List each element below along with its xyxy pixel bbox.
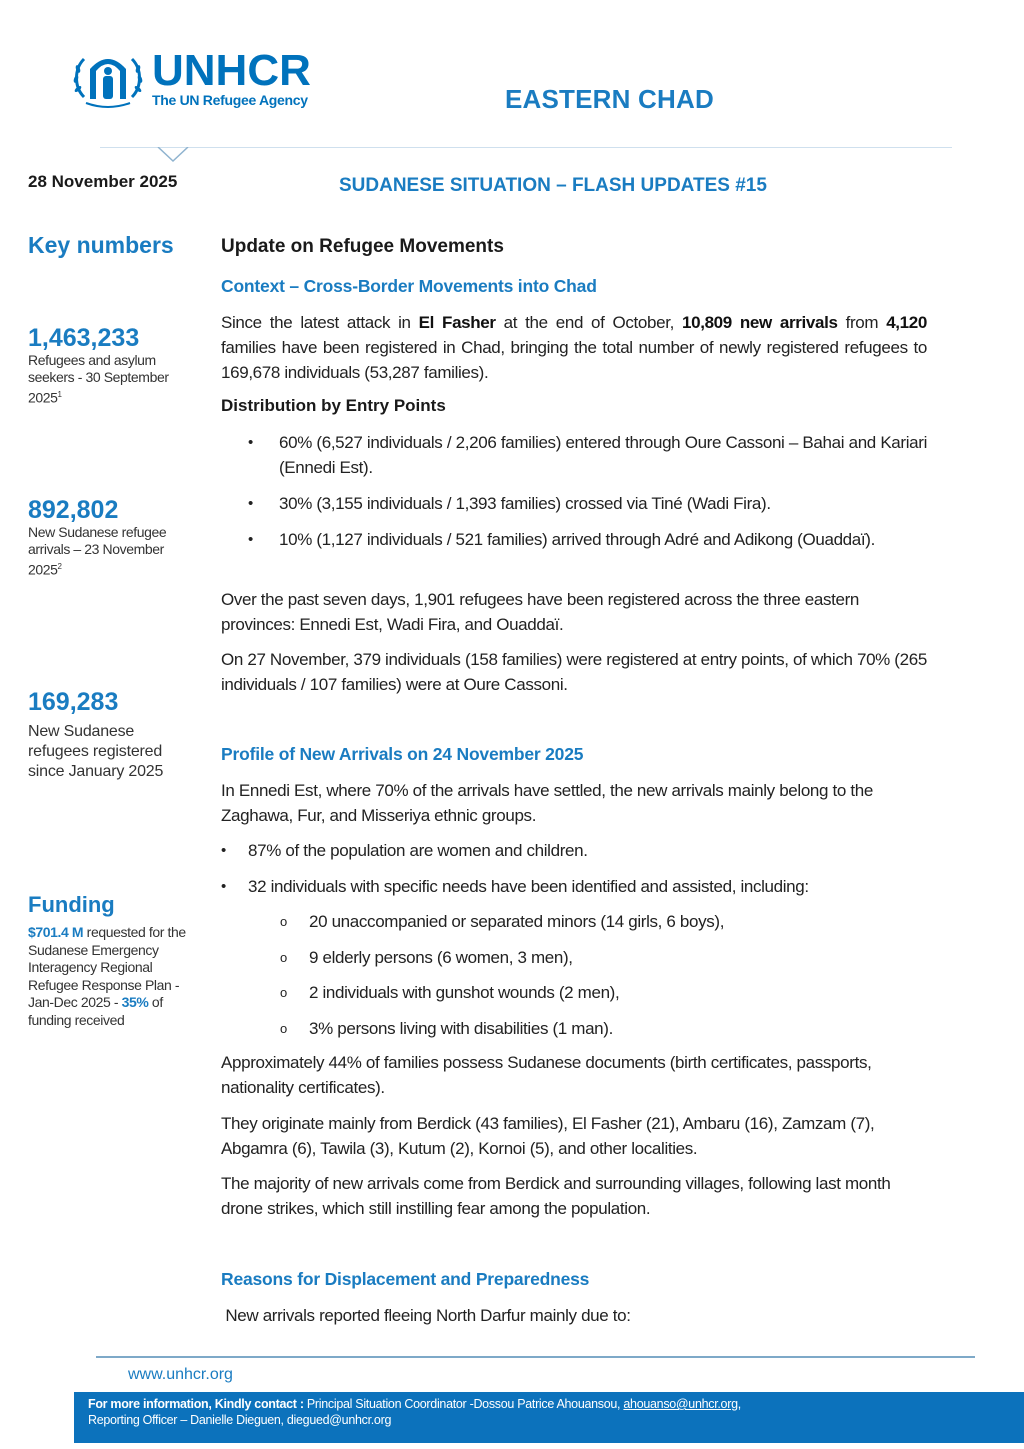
context-heading: Context – Cross-Border Movements into Chad [221,276,597,296]
funding-description: $701.4 M requested for the Sudanese Emergency Interagency Regional Refugee Response Plan - Jan-Dec 2025 - 35% of funding received [28,924,186,1028]
chevron-down-icon [157,147,189,163]
past-week-paragraph: Over the past seven days, 1,901 refugees have been registered across the three eastern provinces: Ennedi Est, Wadi Fira, and Ouaddaï. [221,590,860,634]
header-divider [100,147,952,148]
key-number-description: Refugees and asylum seekers - 30 September 2025$^1$ [28,352,169,406]
profile-intro: In Ennedi Est, where 70% of the arrivals have settled, the new arrivals mainly belong to the Zaghawa, Fur, and Misseriya ethnic groups. [221,781,873,825]
key-number-value: 892,802 [28,496,119,524]
profile-list [221,838,927,899]
distribution-heading: Distribution by Entry Points [221,396,446,415]
context-intro: Since the latest attack in El Fasher at the end of October, 10,809 new arrivals from 4,120 families have been registered in Chad, bringing the total number of newly registered refugees to 169,678 individuals (53,287 families). [221,313,927,382]
footer-divider [96,1356,975,1358]
documents-paragraph: Approximately 44% of families possess Sudanese documents (birth certificates, passports, nationality certificates). [221,1053,872,1097]
majority-paragraph: The majority of new arrivals come from Berdick and surrounding villages, following last month drone strikes, which still instilling fear among the population. [221,1174,891,1218]
key-numbers-sidebar [28,232,198,1028]
specific-needs-list [221,909,927,1041]
list-item: o 9 elderly persons (6 women, 3 men), [221,945,927,970]
key-number-description: New Sudanese refugees registered since January 2025 [28,723,164,780]
logo-tagline: The UN Refugee Agency [152,92,308,108]
profile-heading: Profile of New Arrivals on 24 November 2025 [221,744,584,764]
funding-heading: Funding [28,892,115,917]
logo-name: UNHCR [152,46,311,95]
key-number-new-arrivals [28,496,198,579]
publication-date: 28 November 2025 [28,172,178,191]
unhcr-emblem-icon [70,49,146,111]
origins-paragraph: They originate mainly from Berdick (43 families), El Fasher (21), Ambaru (16), Zamzam (7), Abgamra (6), Tawila (3), Kutum (2), Kornoi (5), and other localities. [221,1114,875,1158]
funding-percent: 35% [121,994,149,1010]
list-item: • 10% (1,127 individuals / 521 families) arrived through Adré and Adikong (Ouaddaï). [221,527,927,552]
website-link[interactable]: www.unhcr.org [128,1366,233,1383]
reasons-heading: Reasons for Displacement and Preparedness [221,1269,590,1289]
key-numbers-heading: Key numbers [28,232,174,258]
footnote-ref[interactable]: 2 [57,562,62,571]
section-title: Update on Refugee Movements [221,236,504,257]
list-item: o 20 unaccompanied or separated minors (14 girls, 6 boys), [221,909,927,934]
contact-bar [74,1392,1024,1443]
funding-amount: $701.4 M [28,924,84,940]
list-item: • 32 individuals with specific needs have been identified and assisted, including: [221,874,927,899]
distribution-list [221,430,927,552]
reasons-intro: New arrivals reported fleeing North Darfur mainly due to: [221,1306,631,1325]
funding-block [28,892,198,1029]
key-number-refugees [28,324,198,407]
unhcr-logo [70,48,340,112]
contact-line-2: Reporting Officer – Danielle Dieguen, diegued@unhcr.org [88,1412,392,1427]
document-title: SUDANESE SITUATION – FLASH UPDATES #15 [339,175,767,196]
key-number-description: New Sudanese refugee arrivals – 23 November 2025$^2$ [28,524,167,578]
region-title: EASTERN CHAD [505,84,714,114]
list-item: o 2 individuals with gunshot wounds (2 men), [221,980,927,1005]
list-item: • 60% (6,527 individuals / 2,206 families) entered through Oure Cassoni – Bahai and Kariari (Ennedi Est). [221,430,927,480]
contact-line-1: For more information, Kindly contact : Principal Situation Coordinator -Dossou Patrice Ahouansou, ahouanso@unhcr.org, [88,1397,741,1411]
key-number-value: 169,283 [28,688,119,716]
nov27-paragraph: On 27 November, 379 individuals (158 families) were registered at entry points, of which 70% (265 individuals / 107 families) were at Oure Cassoni. [221,650,927,694]
contact-email-link[interactable]: ahouanso@unhcr.org [623,1397,738,1411]
key-number-registered [28,688,198,782]
key-number-value: 1,463,233 [28,324,140,352]
list-item: • 30% (3,155 individuals / 1,393 families) crossed via Tiné (Wadi Fira). [221,491,927,516]
list-item: • 87% of the population are women and children. [221,838,927,863]
footnote-ref[interactable]: 1 [57,390,62,399]
list-item: o 3% persons living with disabilities (1 man). [221,1016,927,1041]
